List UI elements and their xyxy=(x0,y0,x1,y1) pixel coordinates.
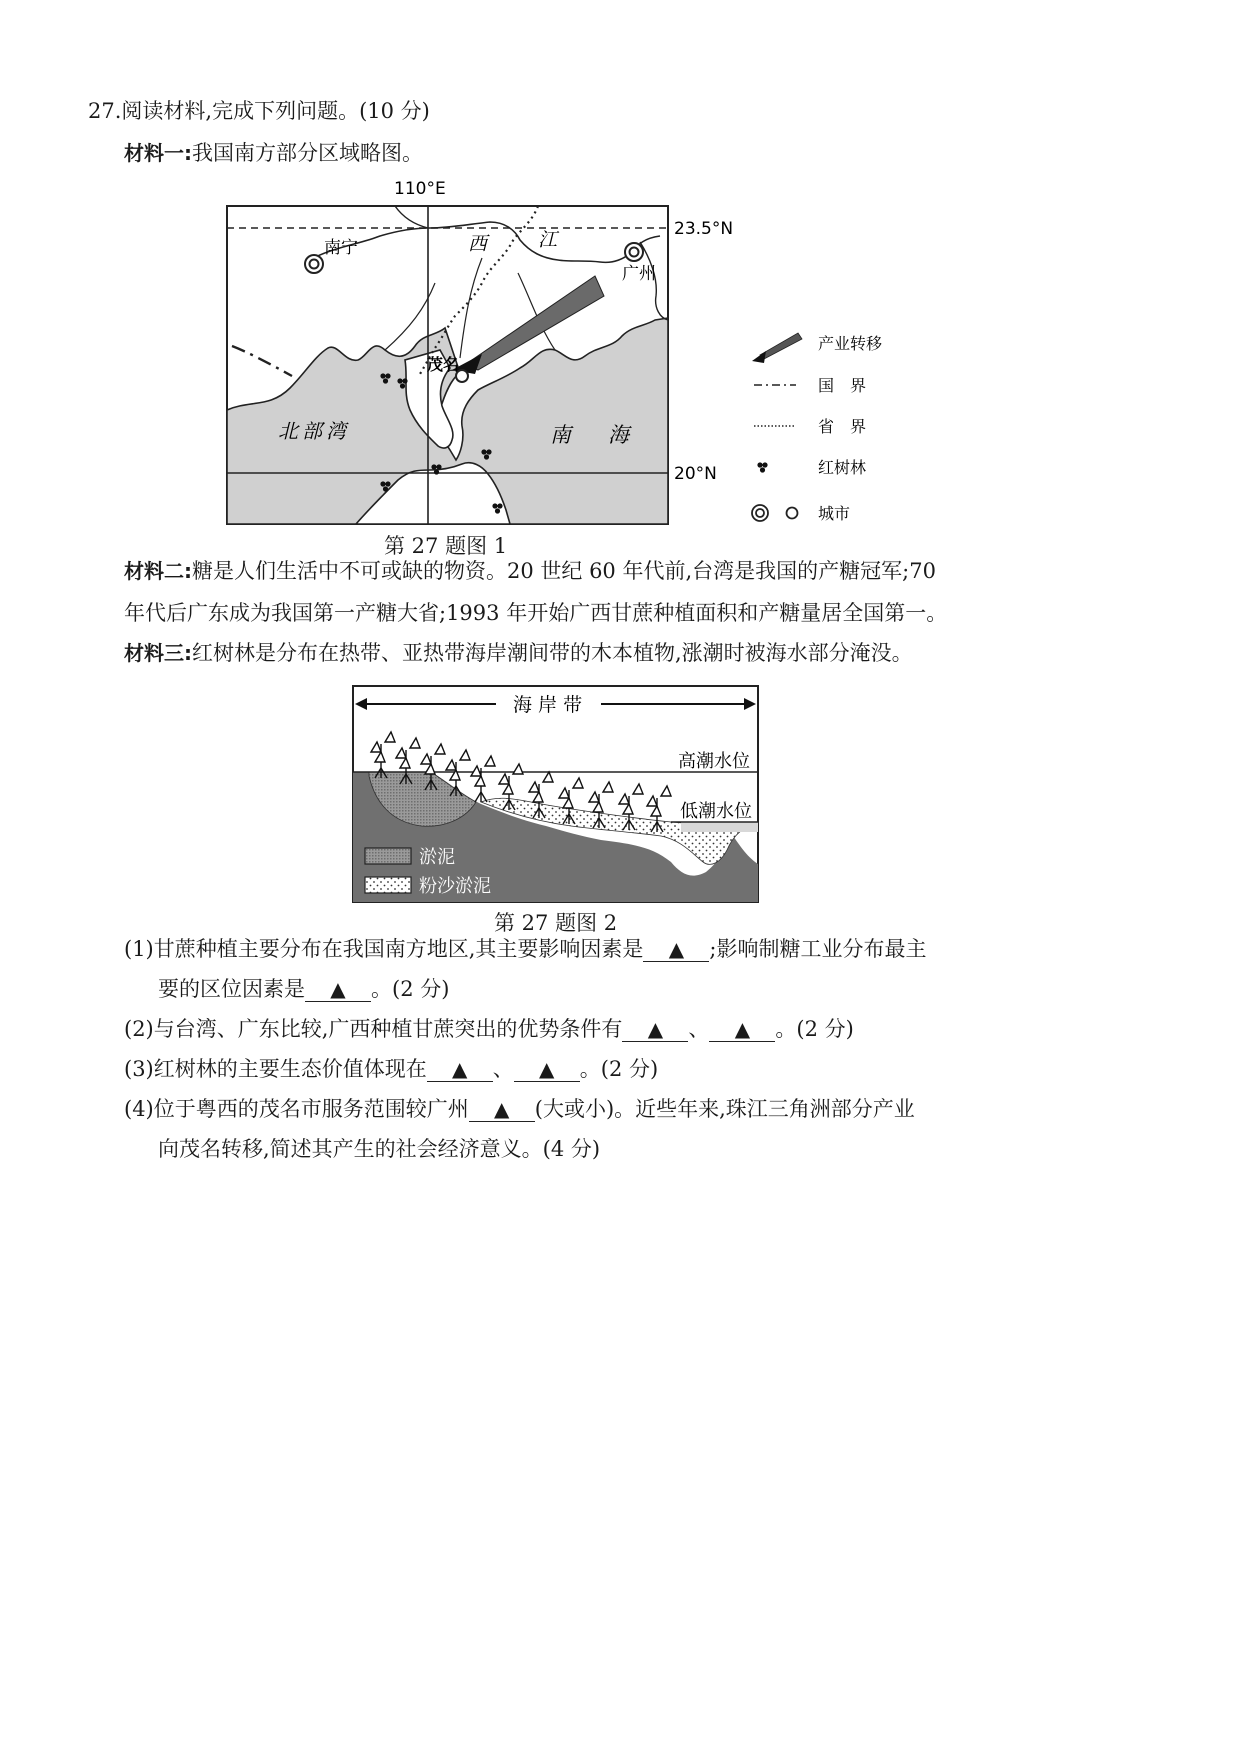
q1-text-d: 。(2 分) xyxy=(371,977,450,1001)
legend-mangrove-label: 红树林 xyxy=(818,458,867,477)
guangzhou-city-inner xyxy=(630,248,639,257)
sandy-silt-legend-label: 粉沙淤泥 xyxy=(419,876,491,897)
material-one xyxy=(124,138,423,168)
mangrove-diagram xyxy=(351,684,761,906)
material-two-label: 材料二: xyxy=(124,559,192,583)
hai-sea-label: 海 xyxy=(608,423,629,447)
q2-blank-1[interactable]: ▲ xyxy=(622,1017,688,1042)
q3-text-a: (3)红树林的主要生态价值体现在 xyxy=(124,1057,427,1081)
question-2 xyxy=(124,1014,854,1044)
q2-text-d: 。(2 分) xyxy=(775,1017,854,1041)
silt-legend-label: 淤泥 xyxy=(419,847,455,868)
q3-blank-1[interactable]: ▲ xyxy=(427,1057,493,1082)
q4-text-a: (4)位于粤西的茂名市服务范围较广州 xyxy=(124,1097,469,1121)
q1-text-c: 要的区位因素是 xyxy=(158,977,305,1001)
material-one-text: 我国南方部分区域略图。 xyxy=(192,141,423,165)
jiang-label: 江 xyxy=(538,229,558,251)
material-three-label: 材料三: xyxy=(124,641,192,665)
material-three-text: 红树林是分布在热带、亚热带海岸潮间带的木本植物,涨潮时被海水部分淹没。 xyxy=(192,641,913,665)
question-3 xyxy=(124,1054,658,1084)
map-legend xyxy=(748,325,948,535)
q4-blank-1[interactable]: ▲ xyxy=(469,1097,535,1122)
material-two-line1 xyxy=(124,556,936,586)
high-tide-label: 高潮水位 xyxy=(678,751,750,772)
question-1-line2 xyxy=(158,974,449,1004)
nanning-label: 南宁 xyxy=(324,238,358,258)
question-4-line2: 向茂名转移,简述其产生的社会经济意义。(4 分) xyxy=(158,1137,601,1161)
sandy-silt-swatch xyxy=(365,877,411,893)
q1-blank-2[interactable]: ▲ xyxy=(305,977,371,1002)
diagram-caption: 第 27 题图 2 xyxy=(494,911,618,935)
legend-city-label: 城市 xyxy=(818,504,851,523)
q1-blank-1[interactable]: ▲ xyxy=(643,937,709,962)
nanning-city-inner xyxy=(310,260,319,269)
material-three xyxy=(124,638,913,668)
nan-sea-label: 南 xyxy=(550,423,571,447)
material-one-label: 材料一: xyxy=(124,141,192,165)
legend-province-border-label: 省 界 xyxy=(818,417,867,436)
material-two-line2: 年代后广东成为我国第一产糖大省;1993 年开始广西甘蔗种植面积和产糖量居全国第一。 xyxy=(124,601,948,625)
legend-industry-transfer xyxy=(752,333,882,363)
low-tide-water xyxy=(681,822,758,832)
low-tide-label: 低潮水位 xyxy=(680,801,752,822)
coast-band-label: 海 岸 带 xyxy=(513,694,583,716)
xi-label: 西 xyxy=(468,233,488,255)
q3-blank-2[interactable]: ▲ xyxy=(514,1057,580,1082)
question-1-line1 xyxy=(124,934,927,964)
q4-text-b: (大或小)。近些年来,珠江三角洲部分产业 xyxy=(534,1097,915,1121)
question-4-line1 xyxy=(124,1094,915,1124)
q2-sep: 、 xyxy=(688,1017,710,1041)
legend-national-border xyxy=(754,376,866,395)
q1-text-a: (1)甘蔗种植主要分布在我国南方地区,其主要影响因素是 xyxy=(124,937,644,961)
material-two-text-1: 糖是人们生活中不可或缺的物资。20 世纪 60 年代前,台湾是我国的产糖冠军;70 xyxy=(192,559,936,583)
question-title: 27.阅读材料,完成下列问题。(10 分) xyxy=(88,99,430,123)
legend-national-border-label: 国 界 xyxy=(818,376,867,395)
maoming-label: 茂名 xyxy=(427,355,460,374)
latitude-top-label: 23.5°N xyxy=(674,219,734,239)
beibu-gulf-label: 北部湾 xyxy=(278,419,350,443)
longitude-label: 110°E xyxy=(394,179,446,199)
q2-blank-2[interactable]: ▲ xyxy=(709,1017,775,1042)
latitude-bottom-label: 20°N xyxy=(674,464,717,484)
q3-sep: 、 xyxy=(492,1057,514,1081)
legend-province-border xyxy=(754,417,866,436)
q1-text-b: ;影响制糖工业分布最主 xyxy=(709,937,927,961)
legend-industry-transfer-label: 产业转移 xyxy=(818,334,883,353)
silt-swatch xyxy=(365,848,411,864)
legend-mangrove xyxy=(757,458,866,477)
q3-text-d: 。(2 分) xyxy=(579,1057,659,1081)
q2-text-a: (2)与台湾、广东比较,广西种植甘蔗突出的优势条件有 xyxy=(124,1017,623,1041)
region-map xyxy=(220,178,734,530)
guangzhou-label: 广州 xyxy=(622,264,656,284)
map-caption: 第 27 题图 1 xyxy=(384,534,508,558)
legend-city xyxy=(752,504,850,523)
